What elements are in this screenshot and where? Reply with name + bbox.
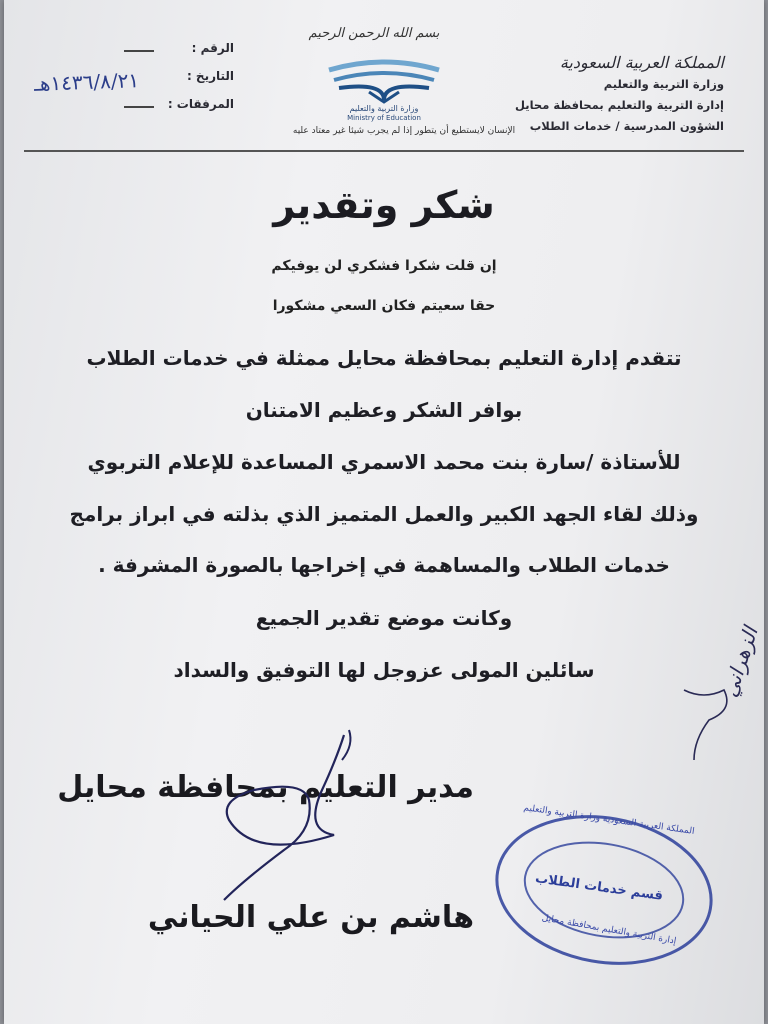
attachments-label: المرفقات :: [167, 97, 234, 111]
poem-line-2: حقا سعيتم فكان السعي مشكورا: [272, 298, 496, 314]
body-line-6: وكانت موضع تقدير الجميع: [255, 606, 513, 630]
stamp-ring-top: المملكة العربية السعودية وزارة التربية والتعليم: [522, 803, 696, 837]
header-divider: [24, 150, 744, 152]
letter-title: شكر وتقدير: [273, 183, 495, 227]
logo-text: وزارة التربية والتعليم: [349, 104, 419, 113]
stamp-ring-bottom: إدارة التربية والتعليم بمحافظة محايل: [541, 913, 677, 947]
date-value: ١٤٣٦/٨/٢١هـ: [33, 68, 140, 96]
kingdom-name: المملكة العربية السعودية: [559, 53, 724, 72]
letterhead-right: [464, 52, 724, 137]
section-name: الشؤون المدرسية / خدمات الطلاب: [529, 119, 724, 133]
number-label: الرقم :: [191, 41, 234, 55]
letter-page: [4, 0, 764, 1024]
basmala: بسم الله الرحمن الرحيم: [308, 26, 440, 41]
signatory-name: هاشم بن علي الحياني: [147, 900, 474, 935]
body-line-7: سائلين المولى عزوجل لها التوفيق والسداد: [173, 658, 595, 682]
body-line-4: وذلك لقاء الجهد الكبير والعمل المتميز الذي بذلته في ابراز برامج: [69, 502, 699, 526]
poem-line-1: إن قلت شكرا فشكري لن يوفيكم: [271, 258, 497, 274]
body-line-3: للأستاذة /سارة بنت محمد الاسمري المساعدة للإعلام التربوي: [87, 450, 681, 474]
stamp-center-text: قسم خدمات الطلاب: [534, 871, 664, 904]
body-line-2: بوافر الشكر وعظيم الامتنان: [245, 398, 523, 422]
department-name: إدارة التربية والتعليم بمحافظة محايل: [515, 98, 724, 112]
attachments-field-line: [124, 106, 154, 108]
margin-note: الزهراني: [717, 624, 763, 700]
body-line-1: تتقدم إدارة التعليم بمحافظة محايل ممثلة في خدمات الطلاب: [86, 346, 682, 370]
motto: الإنسان لايستطيع أن يتطور إذا لم يجرب شيئا غير معتاد عليه: [292, 126, 516, 136]
logo-text-en: Ministry of Education: [347, 114, 421, 122]
date-label: التاريخ :: [186, 69, 234, 83]
body-line-5: خدمات الطلاب والمساهمة في إخراجها بالصورة المشرفة .: [98, 553, 670, 577]
number-field-line: [124, 50, 154, 52]
signatory-title: مدير التعليم بمحافظة محايل: [57, 770, 474, 805]
ministry-name: وزارة التربية والتعليم: [603, 77, 724, 91]
letterhead-left: [154, 34, 234, 118]
